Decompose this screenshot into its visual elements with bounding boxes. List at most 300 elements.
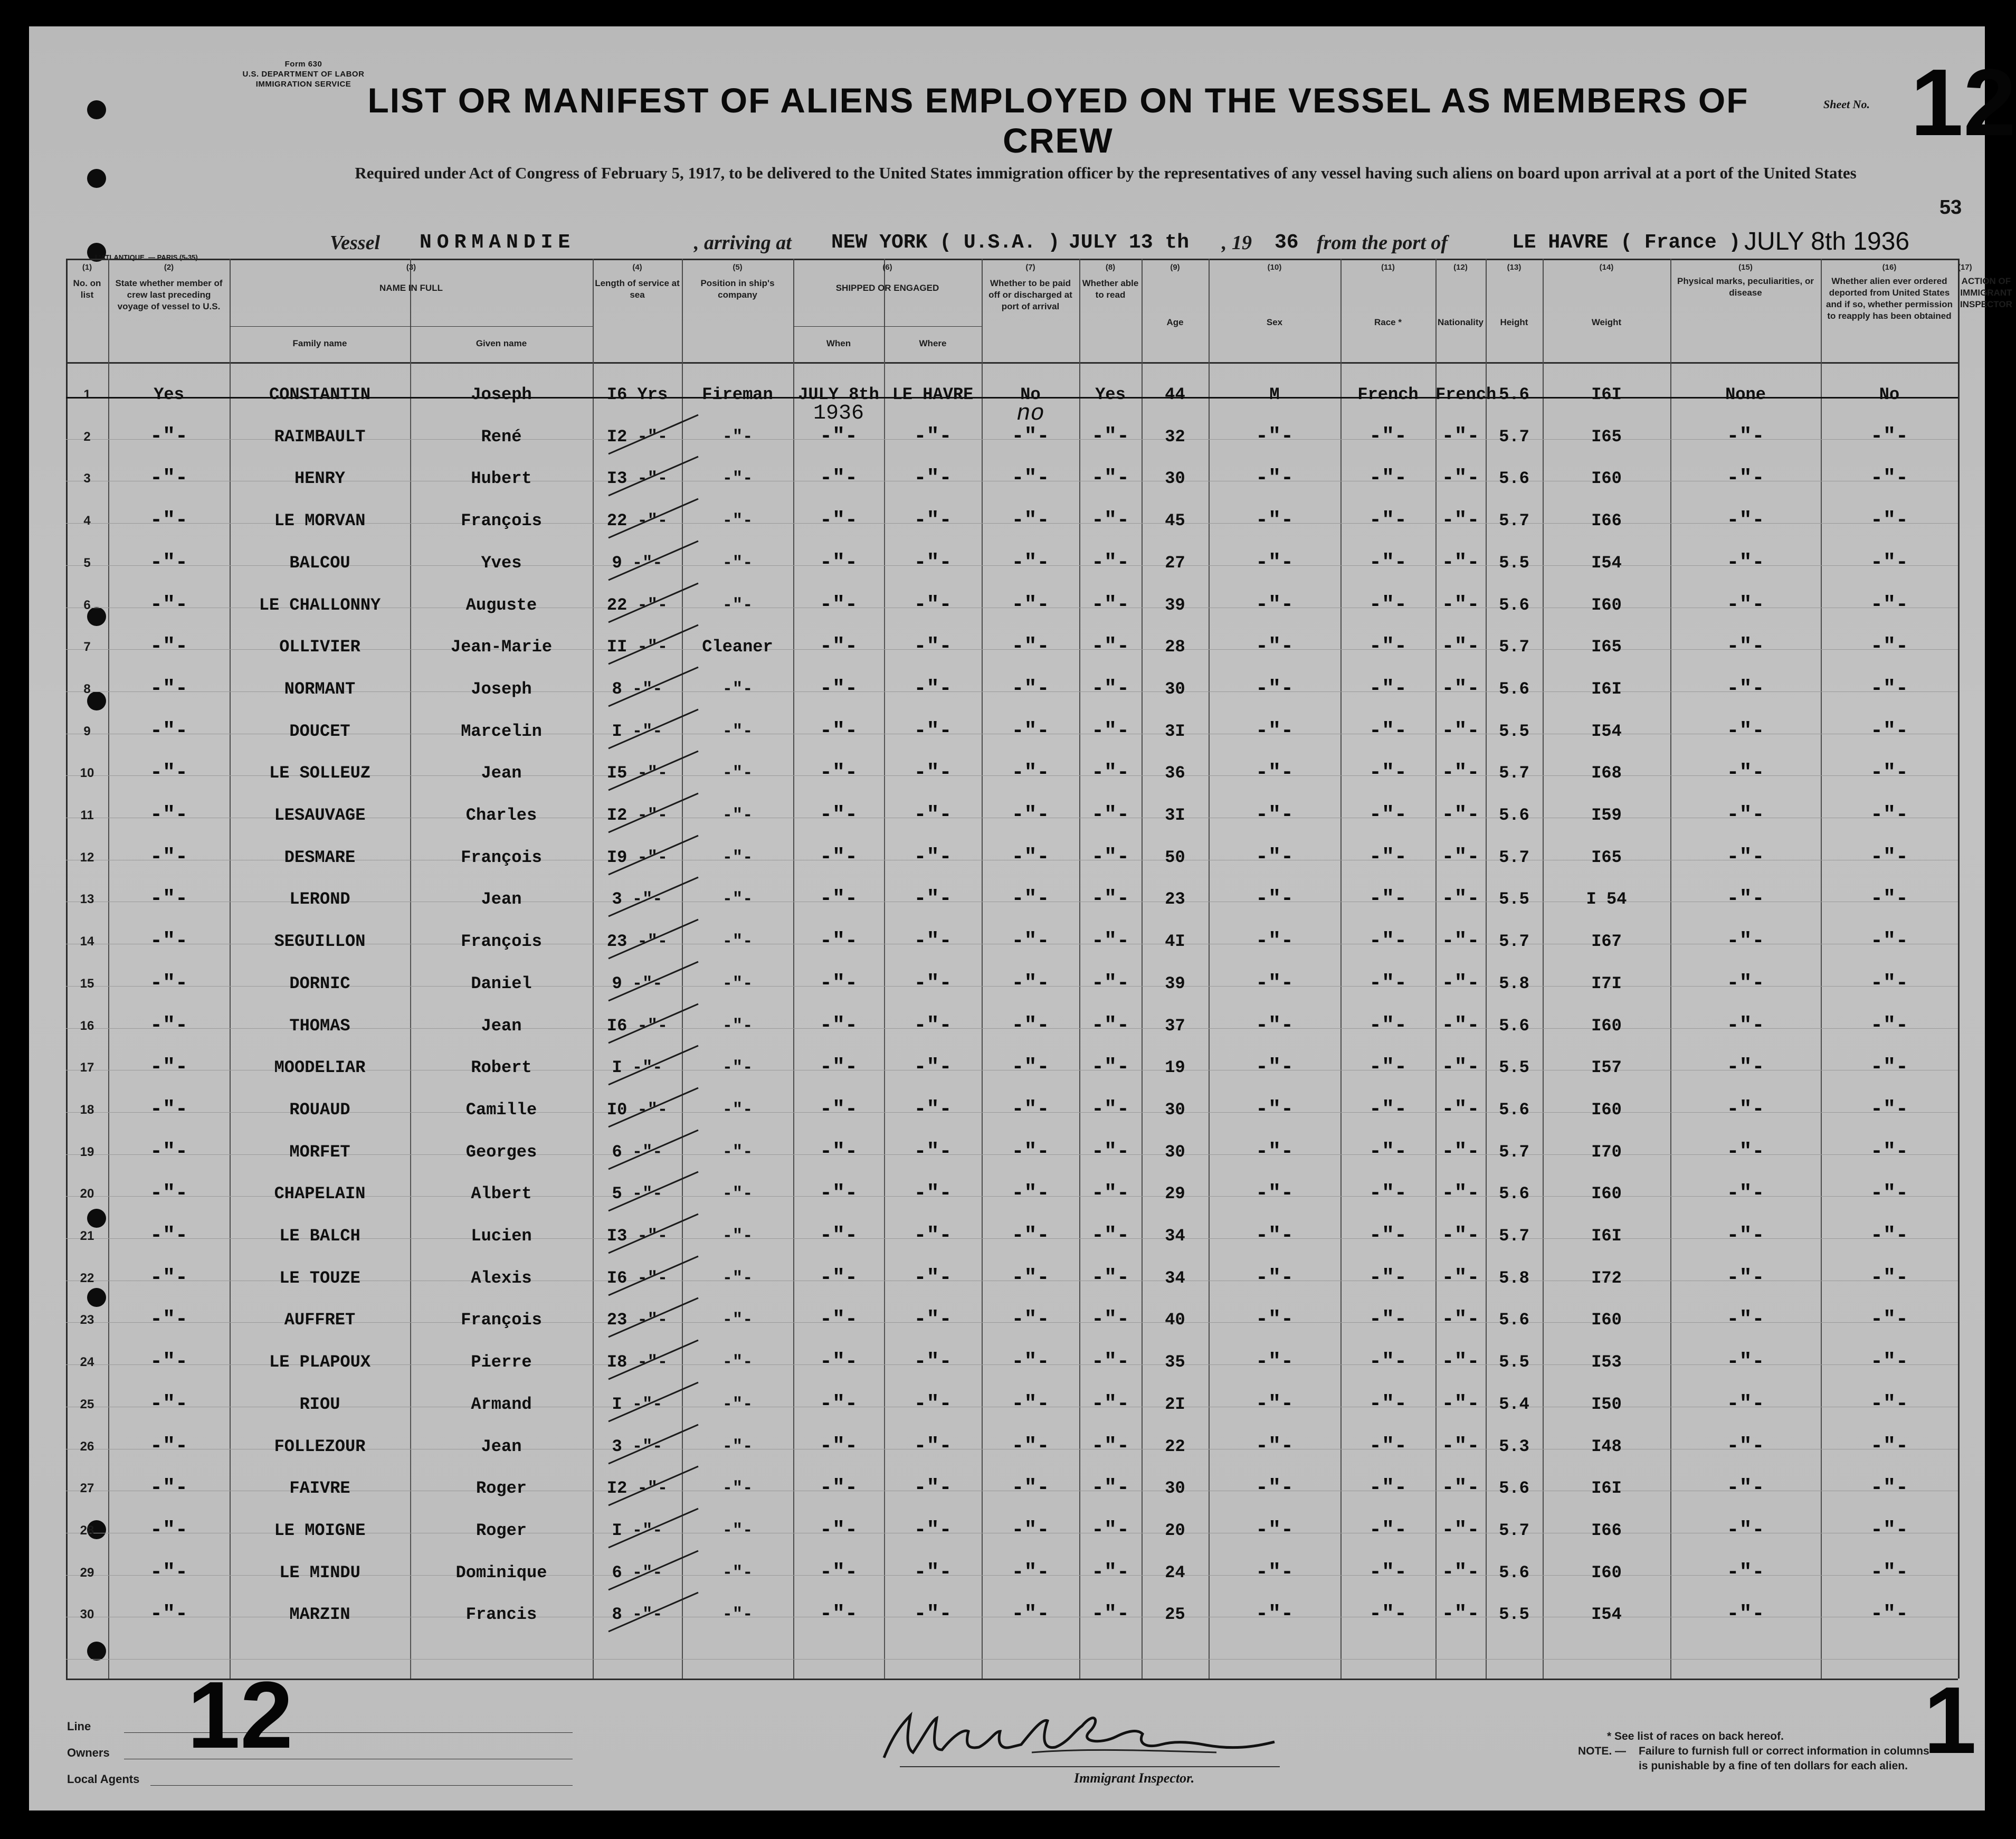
cell-able-to-read: -"- (1091, 1182, 1129, 1206)
cell-position: -"- (722, 932, 753, 951)
cell-sex: -"- (1255, 635, 1294, 659)
department-name: U.S. DEPARTMENT OF LABOR (242, 70, 365, 79)
row-number: 2 (83, 430, 91, 444)
cell-position: -"- (722, 805, 753, 825)
cell-shipped-where: -"- (914, 1603, 952, 1626)
cell-paid-off: -"- (1011, 1435, 1050, 1458)
cell-nationality: -"- (1441, 1182, 1480, 1206)
cell-prev-voyage: -"- (149, 1435, 188, 1458)
cell-age: 40 (1165, 1310, 1185, 1330)
arrival-date: JULY 13 th (1069, 231, 1190, 254)
cell-deported: No (1879, 385, 1900, 404)
cell-age: 24 (1165, 1563, 1185, 1582)
cell-height: 5.6 (1499, 1478, 1529, 1498)
column-subheader: Where (919, 338, 947, 348)
cell-paid-off: -"- (1011, 761, 1050, 785)
cell-service: I0 -"- (606, 1100, 668, 1120)
cell-service: 3 -"- (612, 1437, 663, 1456)
cell-shipped-when: -"- (819, 930, 858, 953)
cell-age: 22 (1165, 1437, 1185, 1456)
cell-family-name: LE PLAPOUX (269, 1352, 371, 1372)
cell-paid-off: -"- (1011, 1476, 1050, 1500)
column-number: (17) (1958, 263, 1972, 272)
cell-able-to-read: -"- (1091, 1308, 1129, 1332)
check-slash-mark (603, 958, 709, 1005)
cell-nationality: -"- (1441, 1014, 1480, 1038)
cell-able-to-read: -"- (1091, 1350, 1129, 1374)
cell-paid-off: -"- (1011, 1603, 1050, 1626)
cell-prev-voyage: -"- (149, 1561, 188, 1585)
column-subheader: When (826, 338, 851, 348)
cell-physical-marks: -"- (1726, 1266, 1765, 1290)
cell-height: 5.7 (1499, 511, 1529, 530)
cell-sex: -"- (1255, 1561, 1294, 1585)
cell-age: 30 (1165, 469, 1185, 488)
row-rule (66, 1659, 1958, 1660)
cell-physical-marks: -"- (1726, 1392, 1765, 1416)
cell-shipped-when: -"- (819, 972, 858, 996)
column-number: (10) (1267, 263, 1282, 272)
cell-race: French (1357, 385, 1419, 404)
cell-race: -"- (1368, 1182, 1407, 1206)
cell-shipped-where: -"- (914, 930, 952, 953)
cell-race: -"- (1368, 467, 1407, 490)
cell-able-to-read: -"- (1091, 677, 1129, 701)
cell-given-name: Roger (476, 1478, 527, 1498)
row-number: 13 (80, 892, 94, 906)
cell-deported: -"- (1870, 635, 1908, 659)
cell-service: I5 -"- (606, 763, 668, 783)
cell-nationality: -"- (1441, 1435, 1480, 1458)
cell-prev-voyage: -"- (149, 635, 188, 659)
cell-given-name: Alexis (471, 1268, 532, 1288)
cell-prev-voyage: -"- (149, 1603, 188, 1626)
cell-weight: I60 (1591, 595, 1622, 615)
cell-age: 27 (1165, 553, 1185, 573)
cell-sex: -"- (1255, 1519, 1294, 1542)
column-number: (12) (1453, 263, 1468, 272)
cell-shipped-when: -"- (819, 803, 858, 827)
cell-given-name: Jean-Marie (450, 637, 553, 657)
column-subheader: Family name (292, 338, 347, 348)
cell-service: 5 -"- (612, 1184, 663, 1203)
cell-height: 5.6 (1499, 679, 1529, 699)
cell-deported: -"- (1870, 551, 1908, 575)
cell-prev-voyage: Yes (154, 385, 184, 404)
row-number: 12 (80, 850, 94, 865)
cell-shipped-when: -"- (819, 761, 858, 785)
column-header: No. on list (73, 278, 101, 300)
cell-given-name: Joseph (471, 679, 532, 699)
cell-physical-marks: -"- (1726, 677, 1765, 701)
cell-paid-off: -"- (1011, 719, 1050, 743)
cell-weight: I60 (1591, 1184, 1622, 1203)
cell-height: 5.4 (1499, 1395, 1529, 1414)
cell-physical-marks: -"- (1726, 635, 1765, 659)
cell-position: -"- (722, 595, 753, 615)
cell-family-name: NORMANT (284, 679, 356, 699)
cell-able-to-read: -"- (1091, 1561, 1129, 1585)
handwritten-departure-date: JULY 8th 1936 (1744, 227, 1910, 255)
cell-family-name: SEGUILLON (274, 932, 366, 951)
cell-physical-marks: -"- (1726, 1224, 1765, 1248)
cell-given-name: François (461, 511, 542, 530)
column-number: (9) (1170, 263, 1180, 272)
table-top-rule (66, 259, 1958, 260)
cell-shipped-where: -"- (914, 1476, 952, 1500)
cell-weight: I57 (1591, 1058, 1622, 1077)
cell-weight: I60 (1591, 1100, 1622, 1120)
column-header: SHIPPED OR ENGAGED (835, 283, 939, 293)
row-number: 1 (83, 387, 91, 402)
cell-age: 3I (1165, 722, 1185, 741)
column-header: Height (1500, 317, 1528, 327)
cell-shipped-where: -"- (914, 593, 952, 617)
cell-given-name: Pierre (471, 1352, 532, 1372)
check-slash-mark (603, 1126, 709, 1173)
cell-age: 28 (1165, 637, 1185, 657)
binder-hole (87, 1288, 106, 1307)
cell-family-name: LE CHALLONNY (259, 595, 381, 615)
column-number: (11) (1381, 263, 1395, 272)
cell-weight: I6I (1591, 1226, 1622, 1246)
cell-deported: -"- (1870, 1140, 1908, 1164)
check-slash-mark (603, 537, 709, 584)
column-subheader: Given name (476, 338, 527, 348)
column-number: (4) (632, 263, 642, 272)
cell-weight: I67 (1591, 932, 1622, 951)
cell-paid-off: -"- (1011, 1519, 1050, 1542)
cell-physical-marks: -"- (1726, 887, 1765, 911)
cell-sex: -"- (1255, 1224, 1294, 1248)
row-number: 20 (80, 1187, 94, 1201)
cell-shipped-where: -"- (914, 1350, 952, 1374)
cell-nationality: -"- (1441, 425, 1480, 449)
cell-paid-off: -"- (1011, 1098, 1050, 1122)
cell-nationality: -"- (1441, 1140, 1480, 1164)
cell-sex: -"- (1255, 1476, 1294, 1500)
cell-position: -"- (722, 763, 753, 783)
cell-prev-voyage: -"- (149, 467, 188, 490)
cell-deported: -"- (1870, 593, 1908, 617)
cell-weight: I6I (1591, 1478, 1622, 1498)
cell-service: I2 -"- (606, 805, 668, 825)
cell-prev-voyage: -"- (149, 1308, 188, 1332)
row-number: 9 (83, 724, 91, 738)
cell-family-name: LE MOIGNE (274, 1521, 366, 1540)
cell-sex: -"- (1255, 593, 1294, 617)
row-number: 6 (83, 598, 91, 612)
cell-position: -"- (722, 469, 753, 488)
subheader-rule (230, 326, 593, 327)
cell-deported: -"- (1870, 972, 1908, 996)
cell-race: -"- (1368, 509, 1407, 533)
cell-shipped-when: JULY 8th (798, 385, 879, 404)
cell-service: I -"- (612, 1521, 663, 1540)
row-number: 23 (80, 1313, 94, 1327)
cell-prev-voyage: -"- (149, 425, 188, 449)
cell-able-to-read: -"- (1091, 1224, 1129, 1248)
cell-family-name: AUFFRET (284, 1310, 356, 1330)
table-bottom-rule (66, 1679, 1958, 1680)
cell-prev-voyage: -"- (149, 593, 188, 617)
cell-paid-off: -"- (1011, 509, 1050, 533)
cell-shipped-when: -"- (819, 719, 858, 743)
cell-weight: I54 (1591, 1605, 1622, 1624)
cell-position: -"- (722, 1226, 753, 1246)
form-number: Form 630 (284, 60, 322, 69)
cell-family-name: LE BALCH (279, 1226, 360, 1246)
cell-given-name: René (481, 427, 522, 447)
row-number: 4 (83, 514, 91, 528)
cell-position: -"- (722, 1395, 753, 1414)
check-slash-mark (603, 747, 709, 794)
cell-paid-off: -"- (1011, 1056, 1050, 1079)
cell-race: -"- (1368, 677, 1407, 701)
cell-service: 8 -"- (612, 679, 663, 699)
cell-height: 5.6 (1499, 385, 1529, 404)
cell-physical-marks: -"- (1726, 1182, 1765, 1206)
column-rule (66, 259, 68, 1679)
cell-service: 22 -"- (606, 511, 668, 530)
cell-prev-voyage: -"- (149, 1014, 188, 1038)
cell-age: 39 (1165, 595, 1185, 615)
cell-service: 9 -"- (612, 974, 663, 993)
cell-position: -"- (722, 722, 753, 741)
cell-deported: -"- (1870, 509, 1908, 533)
vessel-line (330, 231, 380, 254)
cell-age: 45 (1165, 511, 1185, 530)
cell-height: 5.5 (1499, 1605, 1529, 1624)
cell-height: 5.6 (1499, 469, 1529, 488)
cell-prev-voyage: -"- (149, 1266, 188, 1290)
column-header: Whether to be paid off or discharged at port of arrival (988, 278, 1072, 311)
footer-right-number: 1 (1924, 1667, 1977, 1774)
cell-age: 32 (1165, 427, 1185, 447)
cell-paid-off: -"- (1011, 972, 1050, 996)
cell-service: 8 -"- (612, 1605, 663, 1624)
line-label: Line (67, 1720, 91, 1733)
cell-position: -"- (722, 1142, 753, 1162)
cell-service: 23 -"- (606, 932, 668, 951)
column-header: ACTION OF IMMIGRANT INSPECTOR (1960, 276, 2012, 309)
column-number: (15) (1738, 263, 1753, 272)
cell-height: 5.3 (1499, 1437, 1529, 1456)
cell-age: 50 (1165, 848, 1185, 867)
note-text-2: is punishable by a fine of ten dollars for each alien. (1639, 1760, 1908, 1772)
cell-weight: I7I (1591, 974, 1622, 993)
cell-prev-voyage: -"- (149, 1056, 188, 1079)
column-number: (2) (164, 263, 174, 272)
cell-physical-marks: None (1725, 385, 1766, 404)
column-header: Whether alien ever ordered deported from United States and if so, whether permission to reapply has been obtained (1826, 276, 1953, 321)
cell-nationality: -"- (1441, 1603, 1480, 1626)
cell-shipped-when: -"- (819, 1224, 858, 1248)
cell-able-to-read: -"- (1091, 635, 1129, 659)
cell-shipped-where: -"- (914, 1519, 952, 1542)
cell-sex: -"- (1255, 887, 1294, 911)
note-text: Failure to furnish full or correct information in columns (1639, 1745, 1929, 1757)
cell-family-name: LEROND (289, 889, 350, 909)
cell-shipped-when: -"- (819, 425, 858, 449)
check-slash-mark (603, 1504, 709, 1552)
binder-hole (87, 1209, 106, 1228)
cell-position: -"- (722, 1437, 753, 1456)
cell-race: -"- (1368, 551, 1407, 575)
cell-shipped-when: -"- (819, 1266, 858, 1290)
cell-prev-voyage: -"- (149, 1224, 188, 1248)
cell-physical-marks: -"- (1726, 1056, 1765, 1079)
cell-race: -"- (1368, 1519, 1407, 1542)
cell-age: 29 (1165, 1184, 1185, 1203)
sheet-label: Sheet No. (1823, 98, 1870, 111)
printer-imprint: L'ATLANTIQUE. — PARIS (5-35) (95, 253, 198, 261)
cell-height: 5.6 (1499, 1563, 1529, 1582)
cell-nationality: -"- (1441, 1224, 1480, 1248)
row-number: 10 (80, 766, 94, 780)
cell-shipped-when: -"- (819, 1182, 858, 1206)
cell-given-name: Roger (476, 1521, 527, 1540)
cell-position: Cleaner (702, 637, 773, 657)
cell-given-name: Joseph (471, 385, 532, 404)
cell-given-name: Yves (481, 553, 522, 573)
cell-position: -"- (722, 427, 753, 447)
cell-shipped-where: -"- (914, 635, 952, 659)
cell-weight: I53 (1591, 1352, 1622, 1372)
cell-shipped-where: -"- (914, 887, 952, 911)
column-header: Length of service at sea (595, 278, 680, 300)
cell-shipped-where: -"- (914, 1224, 952, 1248)
corner-number: 53 (1939, 196, 1962, 219)
row-number: 5 (83, 556, 91, 570)
cell-nationality: -"- (1441, 887, 1480, 911)
cell-sex: -"- (1255, 972, 1294, 996)
check-slash-mark (603, 873, 709, 921)
signature-rule (900, 1766, 1280, 1767)
cell-age: 30 (1165, 679, 1185, 699)
cell-race: -"- (1368, 803, 1407, 827)
cell-shipped-when: -"- (819, 1308, 858, 1332)
cell-age: 30 (1165, 1100, 1185, 1120)
cell-nationality: -"- (1441, 846, 1480, 869)
cell-position: -"- (722, 1016, 753, 1036)
inspector-label: Immigrant Inspector. (1074, 1770, 1195, 1786)
cell-service: 3 -"- (612, 889, 663, 909)
cell-family-name: DORNIC (289, 974, 350, 993)
cell-height: 5.5 (1499, 722, 1529, 741)
agents-rule (150, 1785, 573, 1786)
cell-deported: -"- (1870, 1224, 1908, 1248)
cell-service: I2 -"- (606, 1478, 668, 1498)
cell-race: -"- (1368, 1224, 1407, 1248)
row-number: 22 (80, 1271, 94, 1285)
cell-weight: I54 (1591, 553, 1622, 573)
cell-race: -"- (1368, 972, 1407, 996)
cell-weight: I60 (1591, 1310, 1622, 1330)
column-number: (8) (1105, 263, 1116, 272)
inspector-signature (873, 1700, 1296, 1768)
cell-family-name: HENRY (294, 469, 345, 488)
cell-weight: I72 (1591, 1268, 1622, 1288)
cell-sex: -"- (1255, 846, 1294, 869)
cell-deported: -"- (1870, 1350, 1908, 1374)
cell-nationality: -"- (1441, 677, 1480, 701)
cell-family-name: MOODELIAR (274, 1058, 366, 1077)
cell-sex: -"- (1255, 1014, 1294, 1038)
row-number: 14 (80, 934, 94, 949)
cell-sex: -"- (1255, 1098, 1294, 1122)
cell-nationality: -"- (1441, 467, 1480, 490)
column-number: (5) (733, 263, 743, 272)
cell-sex: -"- (1255, 1266, 1294, 1290)
check-slash-mark (603, 621, 709, 668)
cell-deported: -"- (1870, 761, 1908, 785)
cell-weight: I48 (1591, 1437, 1622, 1456)
cell-height: 5.5 (1499, 1352, 1529, 1372)
cell-sex: -"- (1255, 425, 1294, 449)
check-slash-mark (603, 1000, 709, 1047)
cell-shipped-where: -"- (914, 509, 952, 533)
cell-able-to-read: -"- (1091, 972, 1129, 996)
cell-service: 22 -"- (606, 595, 668, 615)
check-slash-mark (603, 1252, 709, 1300)
cell-able-to-read: -"- (1091, 593, 1129, 617)
cell-shipped-when: -"- (819, 1561, 858, 1585)
cell-sex: -"- (1255, 1308, 1294, 1332)
cell-deported: -"- (1870, 887, 1908, 911)
cell-physical-marks: -"- (1726, 1350, 1765, 1374)
page-title: LIST OR MANIFEST OF ALIENS EMPLOYED ON THE VESSEL AS MEMBERS OF CREW (367, 81, 1749, 160)
cell-deported: -"- (1870, 467, 1908, 490)
cell-physical-marks: -"- (1726, 1014, 1765, 1038)
cell-age: 23 (1165, 889, 1185, 909)
cell-height: 5.7 (1499, 1142, 1529, 1162)
cell-sex: -"- (1255, 1603, 1294, 1626)
cell-race: -"- (1368, 1435, 1407, 1458)
cell-shipped-where: -"- (914, 467, 952, 490)
cell-deported: -"- (1870, 1561, 1908, 1585)
column-header: Nationality (1438, 317, 1484, 327)
cell-family-name: LE SOLLEUZ (269, 763, 371, 783)
cell-given-name: Dominique (455, 1563, 547, 1582)
cell-deported: -"- (1870, 1266, 1908, 1290)
cell-position: -"- (722, 1310, 753, 1330)
cell-given-name: François (461, 1310, 542, 1330)
row-number: 16 (80, 1019, 94, 1033)
cell-weight: I68 (1591, 763, 1622, 783)
cell-shipped-when: -"- (819, 1056, 858, 1079)
column-header: Physical marks, peculiarities, or disease (1677, 276, 1814, 298)
cell-height: 5.7 (1499, 848, 1529, 867)
cell-race: -"- (1368, 1056, 1407, 1079)
cell-age: 37 (1165, 1016, 1185, 1036)
cell-service: II -"- (606, 637, 668, 657)
cell-family-name: DESMARE (284, 848, 356, 867)
cell-height: 5.6 (1499, 1184, 1529, 1203)
cell-able-to-read: -"- (1091, 803, 1129, 827)
cell-given-name: Jean (481, 1437, 522, 1456)
cell-sex: -"- (1255, 467, 1294, 490)
cell-height: 5.7 (1499, 763, 1529, 783)
cell-family-name: CHAPELAIN (274, 1184, 366, 1203)
cell-shipped-when: -"- (819, 887, 858, 911)
cell-shipped-where: -"- (914, 551, 952, 575)
cell-given-name: Lucien (471, 1226, 532, 1246)
check-slash-mark (603, 663, 709, 710)
cell-able-to-read: -"- (1091, 509, 1129, 533)
cell-position: -"- (722, 1058, 753, 1077)
cell-sex: -"- (1255, 761, 1294, 785)
